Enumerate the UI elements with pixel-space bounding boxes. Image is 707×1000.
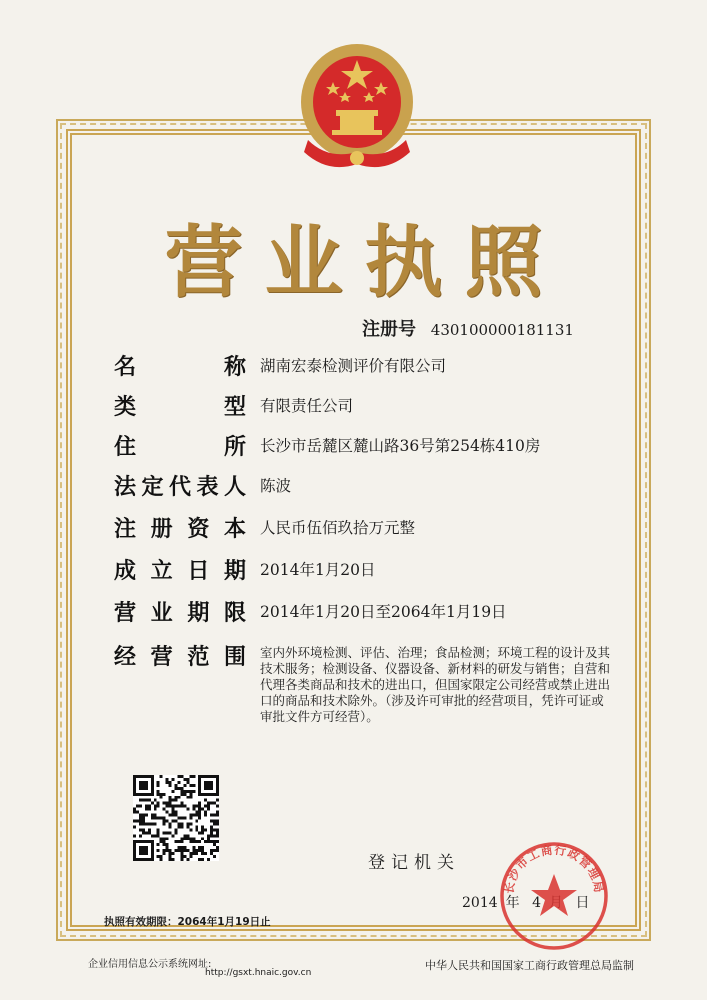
qr-code-icon <box>133 775 219 861</box>
field-label: 注 册 资 本 <box>114 516 246 542</box>
field-value: 有限责任公司 <box>260 397 354 415</box>
registration-label: 注册号 <box>362 319 416 340</box>
field-type <box>114 390 353 420</box>
issuer-label: 中华人民共和国国家工商行政管理总局监制 <box>425 959 634 972</box>
field-business-term <box>114 596 507 626</box>
field-value: 湖南宏泰检测评价有限公司 <box>260 357 447 375</box>
field-registered-capital <box>114 512 415 542</box>
day-suffix: 日 <box>575 895 590 911</box>
credit-system-label: 企业信用信息公示系统网址: <box>88 959 212 970</box>
field-value: 长沙市岳麓区麓山路36号第254栋410房 <box>260 437 541 455</box>
seal-text: 长沙市工商行政管理局 <box>501 842 607 895</box>
field-label: 营 业 期 限 <box>114 600 246 626</box>
field-label: 成 立 日 期 <box>114 558 246 584</box>
field-label: 名 称 <box>114 354 246 380</box>
official-seal-icon <box>498 840 610 952</box>
field-business-scope <box>114 640 246 670</box>
field-value: 2014年1月20日至2064年1月19日 <box>260 603 507 621</box>
field-name <box>114 350 446 380</box>
registration-value: 430100000181131 <box>430 321 574 339</box>
issue-month: 4 <box>532 895 542 911</box>
business-scope-text: 室内外环境检测、评估、治理；食品检测；环境工程的设计及其技术服务；检测设备、仪器设备、新材料的研发与销售；自营和代理各类商品和技术的进出口，但国家限定公司经营或禁止进出口的商品和技术除外。（涉及许可审批的经营项目，凭许可证或审批文件方可经营）。 <box>260 645 611 724</box>
field-value: 陈波 <box>260 477 292 495</box>
field-value: 人民币伍佰玖拾万元整 <box>260 519 416 537</box>
registration-number <box>362 315 574 341</box>
registration-authority-label: 登记机关 <box>368 853 460 873</box>
field-legal-representative <box>114 470 291 500</box>
field-label: 住 所 <box>114 434 246 460</box>
field-value: 2014年1月20日 <box>260 561 376 579</box>
credit-system-url[interactable]: http://gsxt.hnaic.gov.cn <box>205 968 312 978</box>
national-emblem-icon <box>298 40 416 180</box>
field-label: 法 定 代 表 人 <box>114 474 246 500</box>
license-validity: 执照有效期限：2064年1月19日止 <box>104 916 271 928</box>
field-address <box>114 430 540 460</box>
year-suffix: 年 <box>505 895 520 911</box>
field-establishment-date <box>114 554 376 584</box>
field-label: 类 型 <box>114 394 246 420</box>
field-label: 经 营 范 围 <box>114 644 246 670</box>
document-title: 营业执照 <box>164 218 565 308</box>
issue-year: 2014 <box>462 895 498 911</box>
